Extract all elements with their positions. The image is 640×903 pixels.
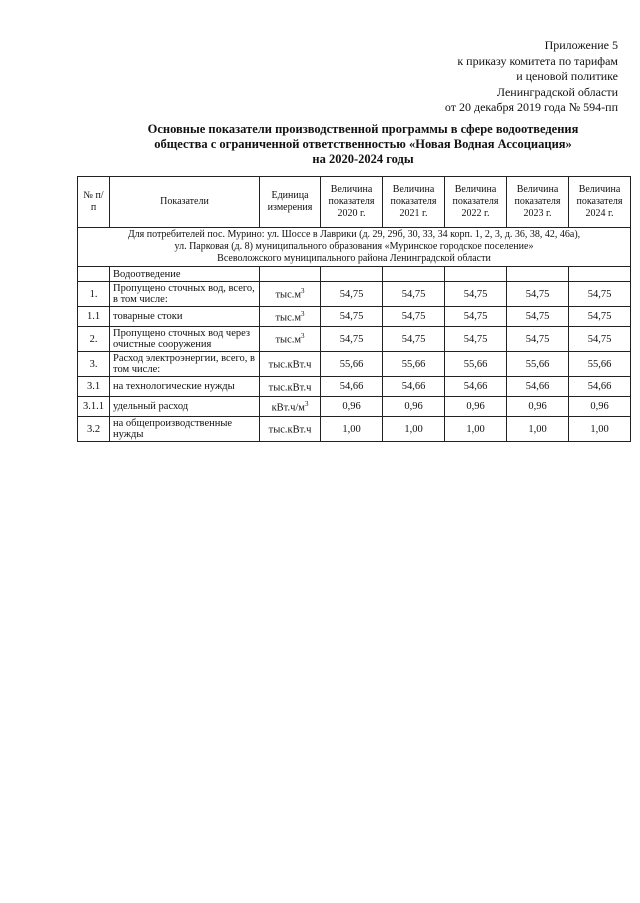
row-unit <box>260 327 321 352</box>
row-value: 1,00 <box>569 417 631 442</box>
row-unit <box>260 397 321 417</box>
title-line: Основные показатели производственной программы в сфере водоотведения <box>147 122 579 136</box>
row-indicator: удельный расход <box>110 397 260 417</box>
unit-text: тыс.м <box>275 334 302 346</box>
row-value: 0,96 <box>445 397 507 417</box>
table-cell <box>321 267 383 282</box>
row-value: 54,66 <box>507 377 569 397</box>
row-value: 0,96 <box>383 397 445 417</box>
row-unit <box>260 352 321 377</box>
group-line: Всеволожского муниципального района Ленинградской области <box>217 253 491 264</box>
row-value: 0,96 <box>321 397 383 417</box>
group-line: ул. Парковая (д. 8) муниципального образования «Муринское городское поселение» <box>174 241 534 252</box>
table-cell <box>78 267 110 282</box>
row-value: 54,75 <box>321 307 383 327</box>
row-num: 3. <box>78 352 110 377</box>
row-value: 54,75 <box>507 282 569 307</box>
annex-line: от 20 декабря 2019 года № 594-пп <box>444 100 618 114</box>
row-num: 1.1 <box>78 307 110 327</box>
annex-block <box>358 38 618 116</box>
table-row <box>78 397 631 417</box>
row-unit <box>260 417 321 442</box>
table-cell <box>507 267 569 282</box>
row-value: 54,66 <box>383 377 445 397</box>
row-num: 3.1.1 <box>78 397 110 417</box>
table-row <box>78 327 631 352</box>
section-label: Водоотведение <box>110 267 260 282</box>
row-num: 1. <box>78 282 110 307</box>
row-value: 54,75 <box>507 327 569 352</box>
title-line: на 2020-2024 годы <box>312 152 414 166</box>
table-cell <box>260 267 321 282</box>
unit-sup: 3 <box>304 399 309 408</box>
row-value: 54,75 <box>569 307 631 327</box>
annex-line: Ленинградской области <box>496 84 618 99</box>
row-value: 54,66 <box>569 377 631 397</box>
row-value: 54,66 <box>445 377 507 397</box>
row-indicator: товарные стоки <box>110 307 260 327</box>
table-cell <box>569 267 631 282</box>
header-year: Величина показателя 2024 г. <box>569 177 631 228</box>
row-value: 54,75 <box>383 307 445 327</box>
unit-text: тыс.кВт.ч <box>268 359 312 371</box>
header-year: Величина показателя 2023 г. <box>507 177 569 228</box>
annex-line: к приказу комитета по тарифам <box>457 53 618 68</box>
row-value: 54,75 <box>445 327 507 352</box>
consumer-group-row <box>78 228 631 267</box>
header-num: № п/п <box>78 177 110 228</box>
unit-text: тыс.м <box>275 312 302 324</box>
row-value: 55,66 <box>569 352 631 377</box>
row-value: 54,75 <box>383 327 445 352</box>
unit-sup: 3 <box>301 309 305 318</box>
row-indicator: Расход электроэнергии, всего, в том числе: <box>110 352 260 377</box>
section-row <box>78 267 631 282</box>
title-line: общества с ограниченной ответственностью «Новая Водная Ассоциация» <box>154 137 572 151</box>
table-cell <box>445 267 507 282</box>
header-unit: Единица измерения <box>260 177 321 228</box>
row-value: 55,66 <box>383 352 445 377</box>
row-indicator: Пропущено сточных вод, всего, в том числе: <box>110 282 260 307</box>
annex-line: и ценовой политике <box>516 69 618 83</box>
consumer-group-cell <box>78 228 631 267</box>
table-row <box>78 377 631 397</box>
row-value: 0,96 <box>507 397 569 417</box>
unit-text: тыс.м <box>275 289 302 301</box>
row-value: 54,66 <box>321 377 383 397</box>
document-title <box>96 122 630 167</box>
row-unit <box>260 282 321 307</box>
row-value: 1,00 <box>383 417 445 442</box>
unit-text: тыс.кВт.ч <box>268 424 312 436</box>
row-value: 0,96 <box>569 397 631 417</box>
table-row <box>78 352 631 377</box>
row-value: 54,75 <box>569 327 631 352</box>
row-indicator: Пропущено сточных вод через очистные сооружения <box>110 327 260 352</box>
header-year: Величина показателя 2022 г. <box>445 177 507 228</box>
row-value: 54,75 <box>507 307 569 327</box>
row-indicator: на технологические нужды <box>110 377 260 397</box>
unit-text: тыс.кВт.ч <box>268 382 312 394</box>
row-unit <box>260 307 321 327</box>
unit-sup: 3 <box>301 332 305 341</box>
table-header-row <box>78 177 631 228</box>
row-value: 55,66 <box>507 352 569 377</box>
annex-line: Приложение 5 <box>544 38 618 52</box>
row-value: 54,75 <box>383 282 445 307</box>
row-value: 1,00 <box>507 417 569 442</box>
indicators-table <box>77 176 631 442</box>
row-unit <box>260 377 321 397</box>
row-num: 2. <box>78 327 110 352</box>
unit-text: кВт.ч/м <box>271 402 305 414</box>
row-value: 54,75 <box>569 282 631 307</box>
row-num: 3.1 <box>78 377 110 397</box>
header-indicator: Показатели <box>110 177 260 228</box>
row-value: 55,66 <box>445 352 507 377</box>
row-num: 3.2 <box>78 417 110 442</box>
table-row <box>78 417 631 442</box>
row-value: 54,75 <box>445 282 507 307</box>
header-year: Величина показателя 2020 г. <box>321 177 383 228</box>
table-row <box>78 282 631 307</box>
header-year: Величина показателя 2021 г. <box>383 177 445 228</box>
row-indicator: на общепроизводственные нужды <box>110 417 260 442</box>
row-value: 55,66 <box>321 352 383 377</box>
row-value: 54,75 <box>445 307 507 327</box>
unit-sup: 3 <box>301 287 305 296</box>
row-value: 54,75 <box>321 327 383 352</box>
row-value: 1,00 <box>445 417 507 442</box>
group-line: Для потребителей пос. Мурино: ул. Шоссе в Лаврики (д. 29, 29б, 30, 33, 34 корп. 1, 2, 3, д. 36, 38, 42, 46а), <box>127 229 581 240</box>
row-value: 54,75 <box>321 282 383 307</box>
table-row <box>78 307 631 327</box>
table-cell <box>383 267 445 282</box>
row-value: 1,00 <box>321 417 383 442</box>
